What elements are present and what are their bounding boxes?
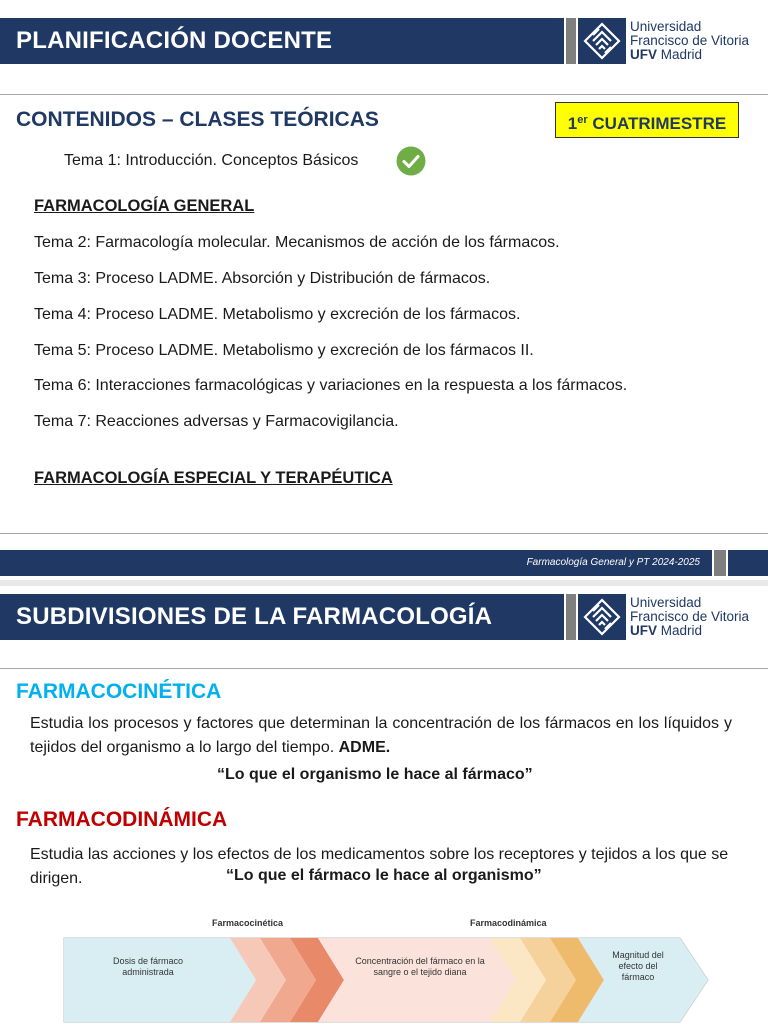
logo-line2: Francisco de Vitoria: [630, 33, 750, 48]
farmacodinamica-heading: FARMACODINÁMICA: [16, 808, 228, 831]
slide-title: PLANIFICACIÓN DOCENTE: [16, 27, 333, 54]
diagram-box-dosis: [64, 938, 256, 1022]
farmacologia-especial-heading: FARMACOLOGÍA ESPECIAL Y TERAPÉUTICA: [34, 469, 393, 487]
logo-grey-strip: [566, 594, 576, 640]
tema-5: Tema 5: Proceso LADME. Metabolismo y excreción de los fármacos II.: [34, 342, 534, 359]
logo-ufv: UFV: [630, 623, 657, 638]
farmacologia-general-heading: FARMACOLOGÍA GENERAL: [34, 197, 255, 215]
logo-ufv: UFV: [630, 47, 657, 62]
tema-7: Tema 7: Reacciones adversas y Farmacovigilancia.: [34, 413, 399, 430]
cuatrimestre-badge: [555, 102, 739, 138]
ufv-emblem-icon: [582, 597, 622, 637]
logo-mark: [578, 594, 626, 640]
logo-text: [630, 596, 749, 638]
farmacocinetica-quote: “Lo que el organismo le hace al fármaco”: [217, 766, 533, 783]
logo-line1: Universidad: [630, 595, 702, 610]
tema-1: Tema 1: Introducción. Conceptos Básicos: [64, 152, 359, 169]
diagram-text-concentracion: Concentración del fármaco en la sangre o el tejido diana: [355, 956, 485, 977]
slide-title: SUBDIVISIONES DE LA FARMACOLOGÍA: [16, 603, 493, 630]
logo-grey-strip: [566, 18, 576, 64]
logo-text: [630, 20, 749, 62]
logo-line2: Francisco de Vitoria: [630, 609, 750, 624]
divider-top: [0, 668, 768, 669]
tema-3: Tema 3: Proceso LADME. Absorción y Distribución de fármacos.: [34, 270, 491, 287]
pk-pd-diagram: [60, 916, 720, 1024]
diagram-box-concentracion: [318, 938, 516, 1022]
logo-line3: [630, 624, 749, 638]
slide-title-bar: [0, 18, 564, 64]
diagram-label-farmacodinamica: Farmacodinámica: [470, 918, 547, 928]
farmacocinetica-desc: Estudia los procesos y factores que determinan la concentración de los fármacos en los líquidos y tejidos del organismo a lo largo del tiempo.: [30, 715, 732, 756]
logo-madrid: Madrid: [657, 47, 703, 62]
diagram-label-farmacocinetica: Farmacocinética: [212, 918, 284, 928]
ufv-logo: [566, 594, 768, 640]
divider-top: [0, 94, 768, 95]
farmacodinamica-quote: “Lo que el fármaco le hace al organismo”: [226, 867, 542, 884]
tema-6: Tema 6: Interacciones farmacológicas y variaciones en la respuesta a los fármacos.: [34, 377, 628, 394]
logo-mark: [578, 18, 626, 64]
badge-suffix: er: [577, 114, 588, 126]
tema-4: Tema 4: Proceso LADME. Metabolismo y excreción de los fármacos.: [34, 306, 521, 323]
badge-ordinal: 1: [567, 114, 578, 133]
farmacocinetica-heading: FARMACOCINÉTICA: [16, 680, 222, 703]
tema-2: Tema 2: Farmacología molecular. Mecanismos de acción de los fármacos.: [34, 234, 560, 251]
adme-label: ADME.: [338, 739, 391, 756]
logo-madrid: Madrid: [657, 623, 703, 638]
divider-bottom: [0, 533, 768, 534]
logo-line1: Universidad: [630, 19, 702, 34]
farmacodinamica-text: Estudia las acciones y los efectos de los medicamentos sobre los receptores y tejidos a los que se dirigen.: [30, 846, 729, 887]
footer-separator: [714, 550, 726, 576]
diagram-text-dosis: Dosis de fármaco administrada: [112, 956, 184, 977]
logo-line3: [630, 48, 749, 62]
footer-tail: [728, 550, 768, 576]
farmacocinetica-text: [30, 712, 732, 760]
badge-text: CUATRIMESTRE: [587, 114, 727, 133]
footer-bar: [0, 550, 712, 576]
slide-title-bar: [0, 594, 564, 640]
check-circle-icon: [396, 146, 426, 176]
ufv-logo: [566, 18, 768, 64]
footer-text: Farmacología General y PT 2024-2025: [526, 557, 700, 568]
slide-subdivisiones: [0, 586, 768, 1024]
diagram-text-efecto: Magnitud del efecto del fármaco: [612, 950, 664, 982]
section-title: CONTENIDOS – CLASES TEÓRICAS: [16, 108, 379, 131]
ufv-emblem-icon: [582, 21, 622, 61]
